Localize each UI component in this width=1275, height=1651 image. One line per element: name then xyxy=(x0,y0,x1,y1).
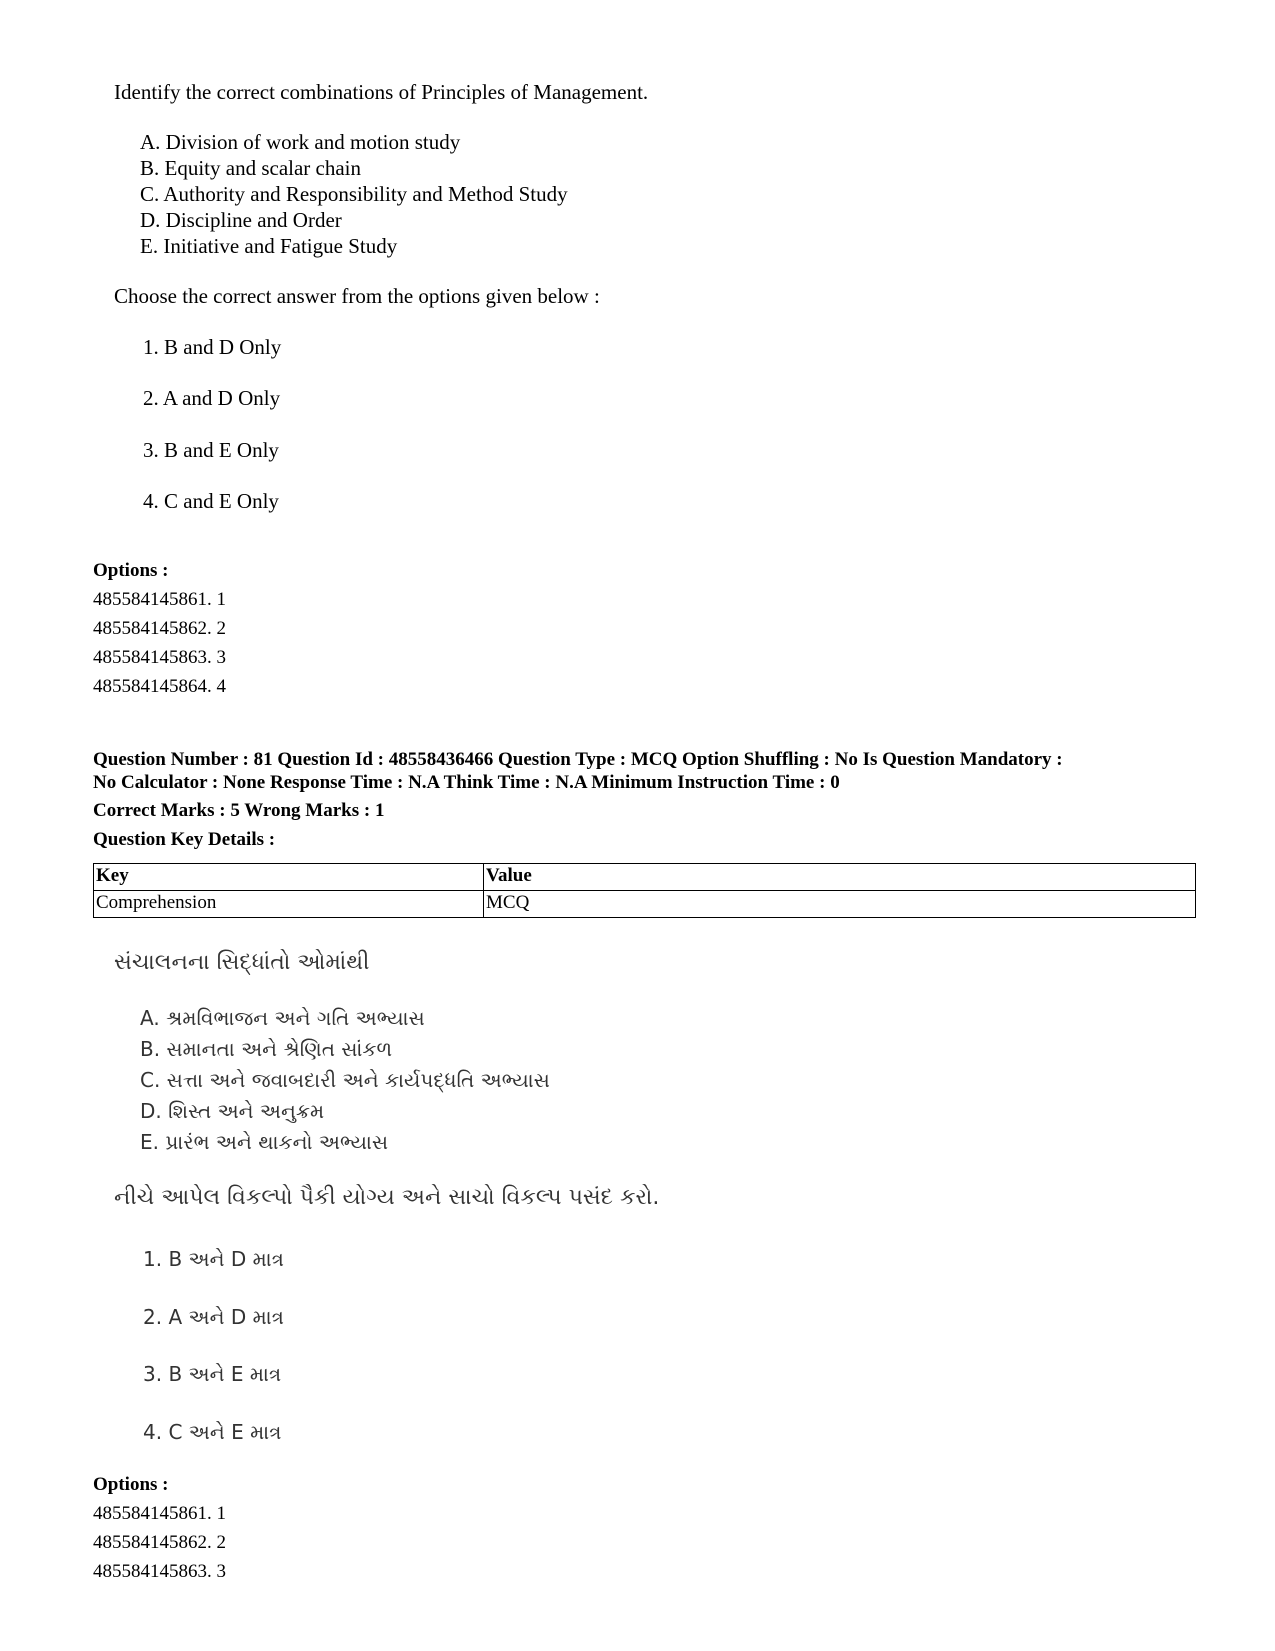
marks-line: Correct Marks : 5 Wrong Marks : 1 xyxy=(93,800,385,821)
statement-item: D. Discipline and Order xyxy=(140,208,342,232)
question-meta-line: No Calculator : None Response Time : N.A Think Time : N.A Minimum Instruction Time : 0 xyxy=(93,772,840,793)
statement-item: D. શિસ્ત અને અનુક્રમ xyxy=(140,1099,325,1123)
options-label: Options : xyxy=(93,560,169,581)
statement-item: B. Equity and scalar chain xyxy=(140,156,362,180)
option-item: 485584145862. 2 xyxy=(93,618,226,639)
answer-choice: 2. A અને D માત્ર xyxy=(143,1305,284,1329)
statement-item: C. સત્તા અને જવાબદારી અને કાર્યપદ્ધતિ અભ્યાસ xyxy=(140,1068,550,1092)
question-meta-line: Question Number : 81 Question Id : 48558436466 Question Type : MCQ Option Shuffling : No Is Question Mandatory : xyxy=(93,749,1063,770)
statement-item: B. સમાનતા અને શ્રેણિત સાંકળ xyxy=(140,1037,393,1061)
key-details-table xyxy=(93,863,1196,918)
options-label: Options : xyxy=(93,1474,169,1495)
answer-choice: 1. B and D Only xyxy=(143,335,282,359)
answer-choice: 4. C and E Only xyxy=(143,489,279,513)
table-cell: MCQ xyxy=(484,891,1196,918)
statement-item: E. Initiative and Fatigue Study xyxy=(140,234,398,258)
table-header-cell: Value xyxy=(484,864,1196,891)
question-instruction: Choose the correct answer from the options given below : xyxy=(114,284,600,308)
option-item: 485584145861. 1 xyxy=(93,589,226,610)
statement-item: C. Authority and Responsibility and Method Study xyxy=(140,182,568,206)
table-header-cell: Key xyxy=(94,864,484,891)
table-header-row xyxy=(94,864,1196,891)
table-cell: Comprehension xyxy=(94,891,484,918)
option-item: 485584145861. 1 xyxy=(93,1503,226,1524)
question-prompt: Identify the correct combinations of Principles of Management. xyxy=(114,80,649,104)
statement-item: E. પ્રારંભ અને થાકનો અભ્યાસ xyxy=(140,1130,389,1154)
question-prompt: સંચાલનના સિદ્ધાંતો ઓમાંથી xyxy=(114,950,370,975)
answer-choice: 3. B અને E માત્ર xyxy=(143,1362,282,1386)
statement-item: A. શ્રમવિભાજન અને ગતિ અભ્યાસ xyxy=(140,1006,425,1030)
statement-item: A. Division of work and motion study xyxy=(140,130,461,154)
table-row xyxy=(94,891,1196,918)
answer-choice: 1. B અને D માત્ર xyxy=(143,1247,284,1271)
option-item: 485584145863. 3 xyxy=(93,647,226,668)
answer-choice: 4. C અને E માત્ર xyxy=(143,1420,282,1444)
key-details-label: Question Key Details : xyxy=(93,829,276,850)
answer-choice: 3. B and E Only xyxy=(143,438,279,462)
option-item: 485584145864. 4 xyxy=(93,676,226,697)
answer-choice: 2. A and D Only xyxy=(143,386,281,410)
option-item: 485584145862. 2 xyxy=(93,1532,226,1553)
option-item: 485584145863. 3 xyxy=(93,1561,226,1582)
question-instruction: નીચે આપેલ વિકલ્પો પૈકી યોગ્ય અને સાચો વિકલ્પ પસંદ કરો. xyxy=(114,1185,660,1210)
